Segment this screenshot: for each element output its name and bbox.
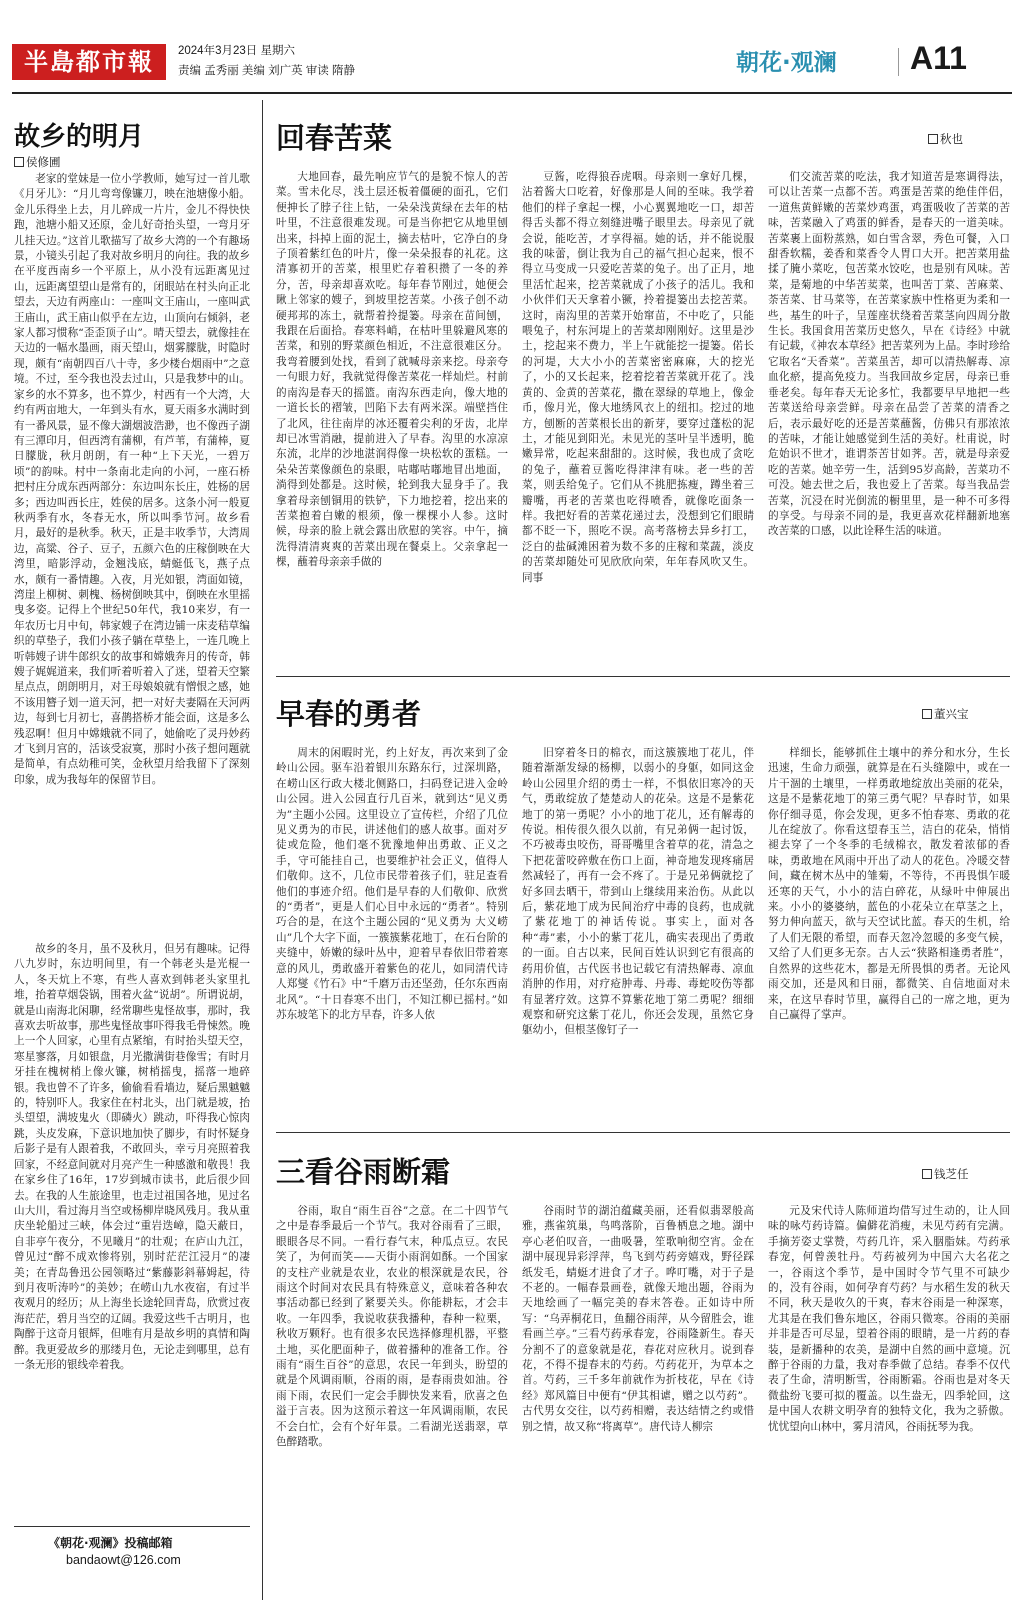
header-rule <box>12 92 1012 94</box>
newspaper-logo: 半島都市報 <box>12 44 166 80</box>
article-body-hometown-moon-part1: 老家的堂妹是一位小学教师，她写过一首儿歌《月牙儿》：“月儿弯弯像镰刀，映在池塘像小船。金儿乐得坐上去，月儿碎成一片片，金儿不得快快跑，池塘小船又还原，金儿好奇抬头望，一弯月牙儿挂天边。”这首儿歌描写了故乡大湾的一个有趣场景，小镜头引起了我对故乡明月的向往。我的故乡在平度西南乡一个平原上，从小没有远距离见过山，远距离望望山是常有的，闭眼站在村头向正北望去，天边有两座山：一座叫文王庙山，一座叫武王庙山，武王庙山似乎在左边，山顶向右倾斜，老家人都习惯称“歪歪顶子山”。晴天望去，就像挂在天边的一幅水墨画，雨天望山，烟雾朦胧，时隐时现，颇有“南朝四百八十寺，多少楼台烟雨中”之意境。不过，至今我也没去过山，只是我梦中的山。家乡的水不算多，也不算少，村西有一个大湾，大约有两亩地大，一年到头有水，夏天雨多水满时到有一番风景，显不像大湖烟波浩渺，也不像西子湖有三潭印月，但西湾有蒲柳，有芦苇，有蒲棒，夏日朦胧，秋月朗朗，有一种“上下天光，一碧万顷”的韵味。村中一条南北走向的小河，一座石桥把村庄分成东西两部分：东边叫东长庄，姓杨的居多；西边叫西长庄，姓侯的居多。这条小河一般夏秋两季有水，冬春无水，所以叫季节河。故乡看月，最好的是秋季。秋天，正是丰收季节，大湾周边，高粱、谷子、豆子，五颜六色的庄稼倒映在大湾里，暗影浮动，金翘浅底，蜻蜓低飞，燕子点水，颇有一番情趣。入夜，月光如银，湾面如镜，湾崖上柳树、刺槐、杨树倒映其中，倒映在水里摇曳多姿。记得上个世纪50年代，我10来岁，有一年农历七月中旬，韩家嫂子在湾边铺一床麦秸草编织的草垫子，我们小孩子躺在草垫上，一连几晚上听韩嫂子讲牛郎织女的故事和嫦娥奔月的传奇，韩嫂子娓娓道来，我们听着听着入了迷，望着天空繁星点点，朗朗明月，对王母娘娘就有憎恨之感，她不该用簪子划一道天河，把一对好夫妻隔在天河两边，每到七月初七，喜鹊搭桥才能会面，这是多么残忍啊！但月中嫦娥就不同了，她偷吃了灵丹妙药才飞到月宫的，活该受寂寞，那时小孩子想问题就是简单，有点幼稚可笑，金秋望月给我留下了深刻印象，成为我每年的保留节目。 <box>14 173 250 786</box>
article-body-spring-bitter-greens-col1: 大地回春，最先响应节气的是貌不惊人的苦菜。雪未化尽，浅土层还板着僵硬的面孔，它们便抻长了脖子往上钻，一朵朵浅黄绿在去年的枯叶里，不注意很难发现。可是当你把它从地里刨出来，抖掉上面的泥土，摘去枯叶，它净白的身子顶着紫红色的叶片，像一朵朵报春的礼花。这清寡初开的苦菜，根里贮存着积攒了一冬的养分，苦，母亲却喜欢吃。每年春节刚过，她便会瞅上邻家的嫂子，到坡里挖苦菜。小孩子创不动硬邦邦的冻土，就帮着拎提篓。母亲在苗间刨，我跟在后面拾。春寒料峭，在枯叶里躲避风寒的苦菜，和别的野菜颜色相近，不注意很难区分。我弯着腰到处找，看到了就喊母亲来挖。母亲夸一句眼力好，我就觉得像苦菜花一样灿烂。村前的南沟是春天的摇篮。南沟东西走向，像大地的一道长长的褶皱，凹陷下去有两米深。端壁挡住了北风，往往南岸的冰还覆着尖利的牙齿，北岸却已冰雪消融，提前进入了早春。沟里的水凉凉东流，北岸的沙地湛润得像一块松软的蛋糕。一朵朵苦菜像颜色的泉眼，咕嘟咕嘟地冒出地面，淌得到处都是。这时候，轮到我大显身手了。我拿着母亲刨铜用的铁铲，下力地挖着，挖出来的苦菜抱着白嫩的根须，像一棵棵小人参。这时候，母亲的脸上就会露出欣慰的笑容。中午，摘洗得清清爽爽的苦菜出现在餐桌上。父亲拿起一棵，蘸着母亲亲手做的 <box>276 171 508 569</box>
article-divider <box>276 676 1010 677</box>
issue-date: 2024年3月23日 星期六 <box>178 45 295 57</box>
page-number: A11 <box>910 40 967 76</box>
page-header <box>12 40 1012 86</box>
article-body-early-spring-brave-col2: 旧穿着冬日的棉衣，而这簇簇地丁花儿，伴随着渐渐发绿的杨柳，以弱小的身躯，如同这金岭山公园里介绍的勇士一样，不惧依旧寒冷的天气，勇敢绽放了楚楚动人的花朵。这是不是紫花地丁的第一勇呢？小小的地丁花儿，还有解毒的传说。相传很久很久以前，有兄弟俩一起讨饭，不巧被毒虫咬伤，哥哥嘴里含着草的花，清急之下把花蕾咬碎敷在伤口上面，神奇地发现疼痛居然减轻了，再有一会不疼了。于是兄弟俩就挖了好多回去晒干，带到山上继续用来治伤。从此以后，紫花地丁成为民间治疗中毒的良药，也成就了紫花地丁的神话传说。事实上，面对各种“毒”素，小小的紫丁花儿，确实表现出了勇敢的一面。自古以来，民间百姓认识到它有很高的药用价值，古代医书也记载它有清热解毒、凉血消肿的作用，对疗疮肿毒、丹毒、毒蛇咬伤等都有显著疗效。这算不算紫花地丁第二勇呢？细细观察和研究这紫丁花儿，你还会发现，虽然它身躯幼小，但根茎像钉子一 <box>522 747 754 1037</box>
article-title-spring-bitter-greens: 回春苦菜 <box>276 121 393 155</box>
article-author-hometown-moon: 侯修圃 <box>14 154 61 170</box>
article-title-grain-rain: 三看谷雨断霜 <box>276 1155 451 1189</box>
article-body-spring-bitter-greens-col3: 们交流苦菜的吃法，我才知道苦是寒调得法，可以让苦菜一点都不苦。鸡蛋是苦菜的绝佳伴侣，一道焦黄鲜嫩的苦菜炒鸡蛋，鸡蛋吸收了苦菜的苦味，苦菜融入了鸡蛋的鲜香，是春天的一道美味。苦菜裹上面粉蒸熟，如白雪含翠，秀色可餐，入口甜香软糯，姜香和菜香令人胃口大开。把苦菜用盐揉了腌小菜吃，包苦菜水饺吃，也是别有风味。苦菜，是菊地的中华苦荬菜，也叫苦丁菜、苦麻菜、荼苦菜、甘马菜等，在苦菜家族中性格更为柔和一些，基生的叶子，呈莲座状绕着苦菜茎向四周分散生长。我国食用苦菜历史悠久，早在《诗经》中就有记载，《神农本草经》把苦菜列为上品。李时珍给它取名“天香菜”。苦菜虽苦，却可以清热解毒、凉血化瘀，提高免疫力。当我回故乡定居，母亲已垂垂老矣。每年春天无论多忙，我都要早早地把一些苦菜送给母亲尝鲜。母亲在品尝了苦菜的清香之后，表示最好吃的还是苦菜蘸酱，仿佛只有那浓浓的苦味，才能让她感觉到生活的美好。杜甫说，时危始识不世才，谁谓荼苦甘如荠。苦，就是母亲爱吃的苦菜。她辛劳一生，活到95岁高龄，苦菜功不可没。她去世之后，我也爱上了苦菜。每当我品尝苦菜，沉浸在时光倒流的橱里里，是一种不可多得的享受。与母亲不同的是，我更喜欢花样翻新地塞改苦菜的口感，以此诠释生活的味道。 <box>768 171 1010 538</box>
mailbox-title: 《朝花·观澜》投稿邮箱 <box>48 1536 173 1550</box>
article-author-spring-bitter-greens: 秋也 <box>928 131 963 147</box>
article-author-grain-rain: 钱芝任 <box>922 1166 969 1182</box>
article-body-hometown-moon-part2: 故乡的冬月，虽不及秋月，但另有趣味。记得八九岁时，东边明间里，有一个韩老头是光棍一人，冬天炕上不寒，有些人喜欢到韩老头家里扎堆，抬着草烟袋锅，围着火盆“说胡”。所谓说胡，就是山南海北闲聊，经常聊些鬼怪故事，那时，我喜欢去听故事，那些鬼怪故事吓得我毛骨悚然。晚上一个人回家，心里有点紧缩，有时抬头望天空，寒星寥落，月如银盘，月光撒满街巷像雪；有时月牙挂在槐树梢上像火镰，树梢摇曳，摇落一地碎银。我也曾不了许多，偷偷看看墙边，疑后黑魆魆的，特别吓人。我家住在村北头，出门就是坡，抬头望望，满坡鬼火（即磷火）跳动，吓得我心惊肉跳，头皮发麻，下意识地加快了脚步，有时怀疑身后影子是有人跟着我，不敢回头，幸亏月亮照着我回家，不经意间就对月亮产生一种感激和敬畏！我在家乡住了16年，17岁到城市读书，此后很少回去。在我的人生旅途里，也走过祖国各地，见过名山大川，看过海月当空或杨柳岸晓风残月。我从重庆坐轮船过三峡，体会过“重岩迭嶂，隐天蔽日，自非亭午夜分，不见曦月”的壮观；在庐山九江，曾见过“醉不成欢惨将别，别时茫茫江浸月”的凄美；在青岛鲁迅公园领略过“紫藤影斜幕姆起，待到月夜听涛吟”的美妙；在崂山九水夜宿，有过半夜观月的经历；从上海坐长途轮回青岛，欣赏过夜海茫茫，碧月当空的辽阔。我爱这些千古明月，也陶醉于这奇月银辉，但唯有月是故乡明的真情和陶醉。我更爱故乡的那缕月色，无论走到哪里，总有一条无形的银线牵着我。 <box>14 943 250 1371</box>
article-body-spring-bitter-greens-col2: 豆酱，吃得狼吞虎咽。母亲则一拿好几棵，沾着酱大口吃着，好像那是人间的至味。我学着他们的样子拿起一棵，小心翼翼地吃一口，却苦得舌头都不得立刻缝进嘴子眼里去。母亲见了就会说，能吃苦，才享得福。她的话，并不能说服我的味蕾，倒让我为自己的福气担心起来，恨不得立马变成一只爱吃苦菜的兔子。出了正月，地里活忙起来，挖苦菜就成了小孩子的活儿。我和小伙伴们天天拿着小镢，拎着提篓出去挖苦菜。这时，南沟里的苦菜开始窜苗，不中吃了，只能喂兔子，村东河堤上的苦菜却刚刚好。这里是沙土，挖起来不费力，半上午就能挖一提篓。偌长的河堤，大大小小的苦菜密密麻麻，大的挖光了，小的又长起来，挖着挖着苦菜就开花了。浅黄的、金黄的苦菜花，撒在翠绿的草地上，像金币，像月光，像大地绣风衣上的纽扣。挖过的地方，刨断的苦菜根长出的新芽，要穿过蓬松的泥土，才能见到阳光。未见光的茎叶呈半透明，脆嫩异常，吃起来甜甜的。这时候，我也成了贪吃的兔子，蘸着豆酱吃得津津有味。老一些的苦菜，则丢给兔子。它们从不挑肥拣瘦，蹲坐着三瓣嘴，再老的苦菜也吃得喷香，就像吃面条一样。我把好看的苦菜花递过去，没想到它们眼睛都不眨一下，照吃不误。高考落榜去异乡打工，泛白的盐碱滩困着为数不多的庄稼和菜蔬，淡皮的苦菜却随处可见欣欣向荣，年年春风吹又生。同事 <box>522 171 754 584</box>
article-body-early-spring-brave-col1: 周末的闲暇时光，约上好友，再次来到了金岭山公园。驱车沿着银川东路东行，过深圳路，在崂山区行政大楼北侧路口，扫码登记进入金岭山公园。进入公园直行几百米，就到达“见义勇为”主题小公园。这里设立了宣传栏，介绍了几位见义勇为的市民，讲述他们的感人故事。面对歹徒或危险，他们毫不犹豫地伸出勇敢、正义之手，守可能挂自己，也要维护社会正义，值得人们敬仰。这不，几位市民带着孩子们，驻足查看他们的事迹介绍。他们是早春的人们敬仰、欣赏的“勇者”，更是人们心目中永远的“勇者”。特别巧合的是，在这个主题公园的“见义勇为 大义崂山”几个大字下面，一簇簇紫花地丁，在石台阶的夹缝中，娇嫩的绿叶丛中，迎着早春依旧带着寒意的风儿，勇敢盛开着紫色的花儿，如同清代诗人郑燮《竹石》中“千磨万击还坚劲，任尔东西南北风”。“十日春寒不出门，不知江柳已摇村。”如苏东坡笔下的北方早春，许多人依 <box>276 747 508 1021</box>
article-body-grain-rain-col1: 谷雨，取自“雨生百谷”之意。在二十四节气之中是春季最后一个节气。我对谷雨看了三眼，眼眼各尽不同。一看行春气末，种瓜点豆。农民笑了，为何而笑——天街小雨润如酥。一个国家的支柱产业就是农业，农业的根深就是农民，谷雨这个时间对农民具有特殊意义，意味着各种农事活动都已经到了紧要关头。你能耕耘，才会丰收。一年四季，我说收获我播种，春种一粒栗，秋收万颗籽。也有很多农民选择修理机器，平整土地，买化肥面种子，做着播种的准备工作。谷雨有“雨生百谷”的意思，农民一年到头，盼望的就是个风调雨顺，谷雨的雨，是春雨贵如油。谷雨下雨，农民们一定会手脚快发来看，欣喜之色溢于言表。因为这预示着这一年风调雨顺，农民不会白忙，会有个好年景。二看湖光送翡翠，草色醉踏歌。 <box>276 1205 508 1449</box>
article-author-early-spring-brave: 董兴宝 <box>922 706 969 722</box>
article-body-early-spring-brave-col3: 样细长，能够抓住土壤中的养分和水分，生长迅速，生命力顽强，就算是在石头缝隙中，或在一片干涸的土壤里，一样勇敢地绽放出美丽的花朵，这是不是紫花地丁的第三勇气呢？早春时节，如果你仔细寻觅，你会发现，更多不怕春寒、勇敢的花儿在绽放了。你看这望春玉兰，洁白的花朵，悄悄褪去穿了一个冬季的毛绒棉衣，散发着浓郁的香味，勇敢地在风雨中开出了动人的花色。冷暖交替间，藏在树木丛中的雏菊，不等待，不再畏惧乍暖还寒的天气，小小的洁白碎花，从绿叶中伸展出来。小小的婆婆纳，蓝色的小花朵立在草茎之上，努力伸向蓝天，欲与天空试比蓝。春天的生机，给了人们无限的希望，而春天忽冷忽暖的多变气候，又给了人们更多无奈。古人云“狭路相逢勇者胜”，自然界的这些花木，都是无所畏惧的勇者。无论风雨交加，还是风和日丽，都微笑、自信地面对未来，在这早春时节里，赢得自己的一席之地，更为自己赢得了掌声。 <box>768 747 1010 1021</box>
mailbox-divider <box>14 1526 250 1527</box>
mailbox-email: bandaowt@126.com <box>66 1553 181 1567</box>
article-title-hometown-moon: 故乡的明月 <box>14 122 145 152</box>
article-body-grain-rain-col2: 谷雨时节的湖泊蕴藏美丽，还看似翡翠般高雅，燕雀筑巢，鸟鸣落阶，百鲁栖息之地。湖中亭心老伯叹音，一曲吸暑，笙歌响彻空宵。金在湖中展现异彩浮萍，鸟飞到芍药旁嬉戏，野径踩纸发毛，蜻蜓才进食了才子。哗叮嘴，对于子是不老的。一幅春景画卷，就像天地出题，谷雨为天地绘画了一幅完美的春末答卷。正如诗中所写：“乌弄桐花日，鱼翻谷雨萍，从今留胜会，谁看画兰亭。”三看芍药承春宠，谷雨隆新生。春天分割不了的意象就是花，春花对应秋月。说到春花，不得不提春末的芍药。芍药花开，为草本之首。芍药，三千多年前就作为折枝花，早在《诗经》郑风篇目中便有“伊其相谑，赠之以芍药”。古代男女交往，以芍药相赠，表达结情之约或惜别之情，故又称“将离草”。唐代诗人柳宗 <box>522 1205 754 1433</box>
article-body-grain-rain-col3: 元及宋代诗人陈师道均借写过生动的，让人回味的咏芍药诗篇。偏僻花消瘦，未见芍药有完满。手摘芳姿丈掌赞，芍药几许，采入胭脂妹。芍药承春宠，何曾羡牡丹。芍药被列为中国六大名花之一，谷雨这个季节，是中国时令节气里不可缺少的，没有谷雨，如何孕育芍药？与水稻生发的秋天不同，秋天是收久的干爽，春末谷雨是一种深寒，尤其是在我们鲁东地区，谷雨只微寒。谷雨的美丽并非是否可尽显，望着谷雨的眼睛，是一片药的春装，是新播种的农美，是湖中自然的画中意境。沉醉于谷雨的力量，我对春季做了总结。春季不仅代表了生命，清明断雪，谷雨断霜。谷雨也是对冬天微盐纷飞要可拟的覆盖。以生盎无，四季轮回，这是中国人农耕文明孕育的独特文化，我为之骄傲。忧忧望向山林中，雾月清风，谷雨抚琴为我。 <box>768 1205 1010 1433</box>
editorial-staff: 责编 孟秀丽 美编 刘广英 审读 隋静 <box>178 65 355 77</box>
header-divider <box>898 48 899 76</box>
column-divider <box>262 100 263 1600</box>
article-divider <box>276 1132 1010 1133</box>
section-title: 朝花·观澜 <box>736 50 837 76</box>
article-title-early-spring-brave: 早春的勇者 <box>276 697 422 731</box>
